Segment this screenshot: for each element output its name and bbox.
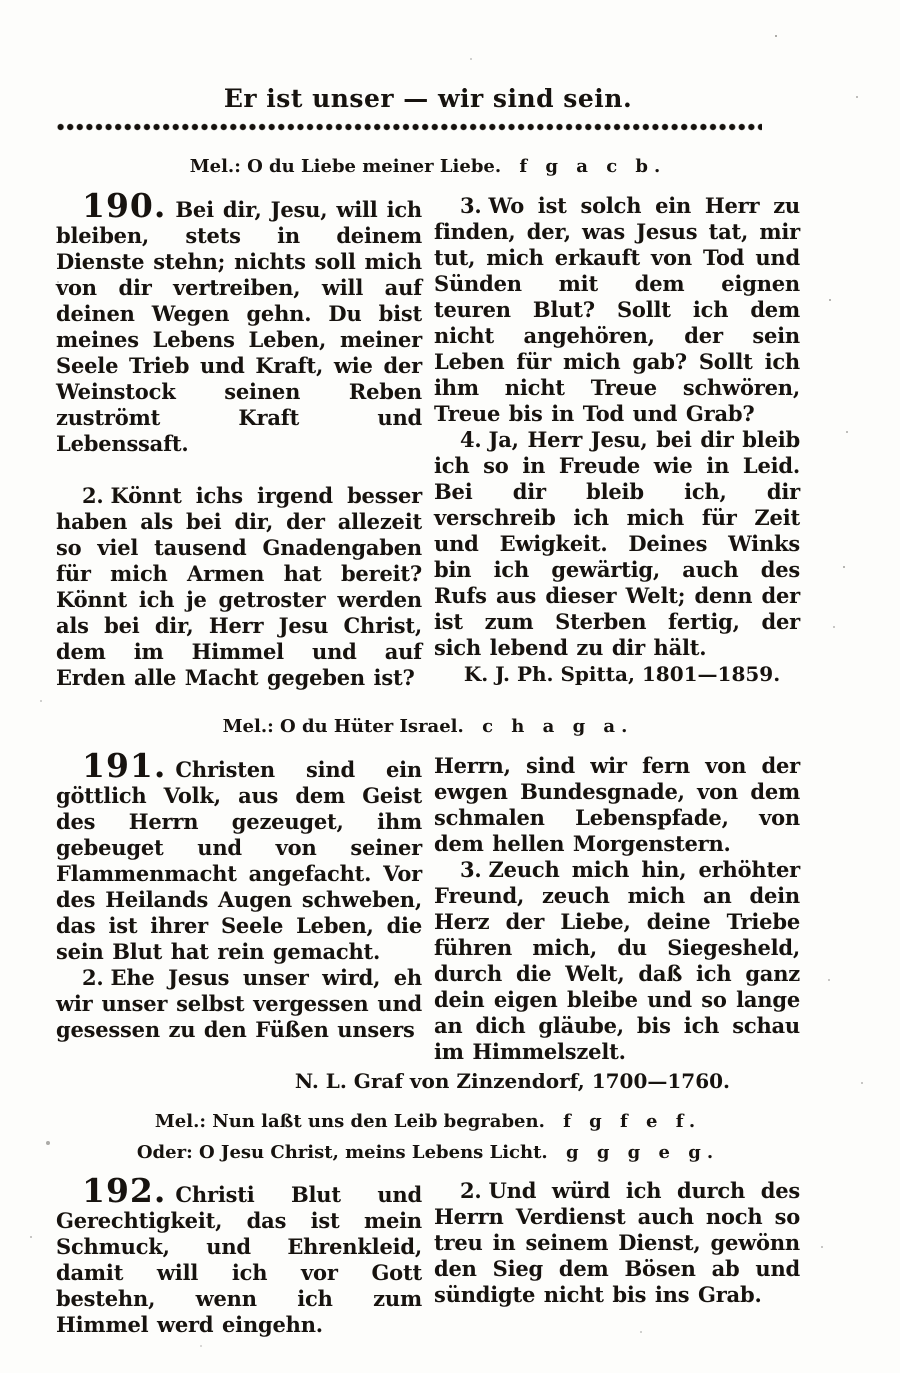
- verse-text: Ehe Jesus unser wird, eh wir unser selbst vergessen und gesessen zu den Füßen unsers: [56, 965, 422, 1042]
- verse: [56, 186, 422, 457]
- verse: [56, 1171, 422, 1338]
- dotted-divider: [56, 122, 762, 132]
- verse-text: Zeuch mich hin, erhöhter Freund, zeuch mich an dein Herz der Liebe, deine Triebe führen mich, du Siegesheld, durch die Welt, daß ich ganz dein eigen bleibe und so lange an dich gläube, bis ich schau im Himmelszelt.: [434, 857, 800, 1064]
- melody-label: Oder: O Jesu Christ, meins Lebens Licht.: [136, 1142, 548, 1163]
- melody-line-191: [56, 715, 800, 739]
- melody-notes: f g f e f.: [563, 1111, 702, 1132]
- verse-text: Herrn, sind wir fern von der ewgen Bundesgnade, von dem schmalen Lebenspfade, von dem hellen Morgenstern.: [434, 753, 800, 856]
- verse: [434, 193, 800, 427]
- verse: [434, 857, 800, 1065]
- hymn-191-left-column: [56, 746, 422, 1065]
- verse: [56, 965, 422, 1043]
- verse-text: Ja, Herr Jesu, bei dir bleib ich so in Freude wie in Leid. Bei dir bleib ich, dir verschreib ich mich für Zeit und Ewigkeit. Deines Winks bin ich gewärtig, auch des Rufs aus dieser Welt; denn der ist zum Sterben fertig, der sich lebend zu dir hält.: [434, 427, 800, 660]
- verse-continuation: [434, 753, 800, 857]
- hymn-192-right-column: [434, 1178, 800, 1338]
- hymn-190-left-column: [56, 186, 422, 691]
- hymn-190-columns: [56, 186, 800, 691]
- verse: [56, 483, 422, 691]
- verse-number: 3.: [460, 193, 482, 218]
- verse: [434, 427, 800, 661]
- verse-text: Wo ist solch ein Herr zu finden, der, was Jesus tat, mir tut, mich erkauft von Tod und Sünden mit dem eignen teuren Blut? Sollt ich dem nicht angehören, der sein Leben für mich gab? Sollt ich ihm nicht Treue schwören, Treue bis in Tod und Grab?: [434, 193, 800, 426]
- verse-number: 2.: [82, 483, 104, 508]
- verse-number: 4.: [460, 427, 482, 452]
- melody-label: Mel.: Nun laßt uns den Leib begraben.: [154, 1111, 545, 1132]
- melody-notes: c h a g a.: [482, 716, 634, 737]
- author-attribution: K. J. Ph. Spitta, 1801—1859.: [463, 662, 781, 686]
- verse: [434, 1178, 800, 1308]
- verse-number: 2.: [460, 1178, 482, 1203]
- hymnal-page: [56, 0, 800, 1338]
- melody-notes: g g g e g.: [565, 1142, 720, 1163]
- verse-text: Christen sind ein göttlich Volk, aus dem Geist des Herrn gezeuget, ihm gebeuget und von seiner Flammenmacht angefacht. Vor des Heilands Augen schweben, das ist ihrer Seele Leben, die sein Blut hat rein gemacht.: [56, 757, 422, 964]
- melody-label: Mel.: O du Hüter Israel.: [222, 716, 464, 737]
- hymn-190-right-column: [434, 193, 800, 691]
- hymn-191-columns: [56, 746, 800, 1065]
- verse-number: 3.: [460, 857, 482, 882]
- melody-label: Mel.: O du Liebe meiner Liebe.: [189, 156, 502, 177]
- melody-line-190: [56, 155, 800, 179]
- running-header: Er ist unser — wir sind sein.: [223, 84, 633, 113]
- verse-text: Und würd ich durch des Herrn Verdienst auch noch so treu in seinem Dienst, gewönn den Sieg dem Bösen ab und sündigte nicht bis ins Grab.: [434, 1178, 800, 1307]
- verse: [56, 746, 422, 965]
- hymn-number: 191.: [82, 746, 167, 785]
- verse-number: 2.: [82, 965, 104, 990]
- melody-line-192-alt: [56, 1141, 800, 1165]
- melody-notes: f g a c b.: [519, 156, 667, 177]
- melody-line-192: [56, 1110, 800, 1134]
- verse-text: Bei dir, Jesu, will ich bleiben, stets in deinem Dienste stehn; nichts soll mich von dir vertreiben, will auf deinen Wegen gehn. Du bist meines Lebens Leben, meiner Seele Trieb und Kraft, wie der Weinstock seinen Reben zuströmt Kraft und Lebenssaft.: [56, 197, 422, 456]
- hymn-number: 192.: [82, 1171, 167, 1210]
- hymn-191-right-column: [434, 753, 800, 1065]
- scan-noise-speckles: [0, 0, 2, 2]
- author-attribution: N. L. Graf von Zinzendorf, 1700—1760.: [294, 1069, 730, 1093]
- hymn-192-left-column: [56, 1171, 422, 1338]
- verse-text: Könnt ichs irgend besser haben als bei dir, der allezeit so viel tausend Gnadengaben für mich Armen hat bereit? Könnt ich je getroster werden als bei dir, Herr Jesu Christ, dem im Himmel und auf Erden alle Macht gegeben ist?: [56, 483, 422, 690]
- hymn-192-columns: [56, 1171, 800, 1338]
- hymn-number: 190.: [82, 186, 167, 225]
- verse-text: Christi Blut und Gerechtigkeit, das ist mein Schmuck, und Ehrenkleid, damit will ich vor Gott bestehn, wenn ich zum Himmel werd eingehn.: [56, 1182, 422, 1337]
